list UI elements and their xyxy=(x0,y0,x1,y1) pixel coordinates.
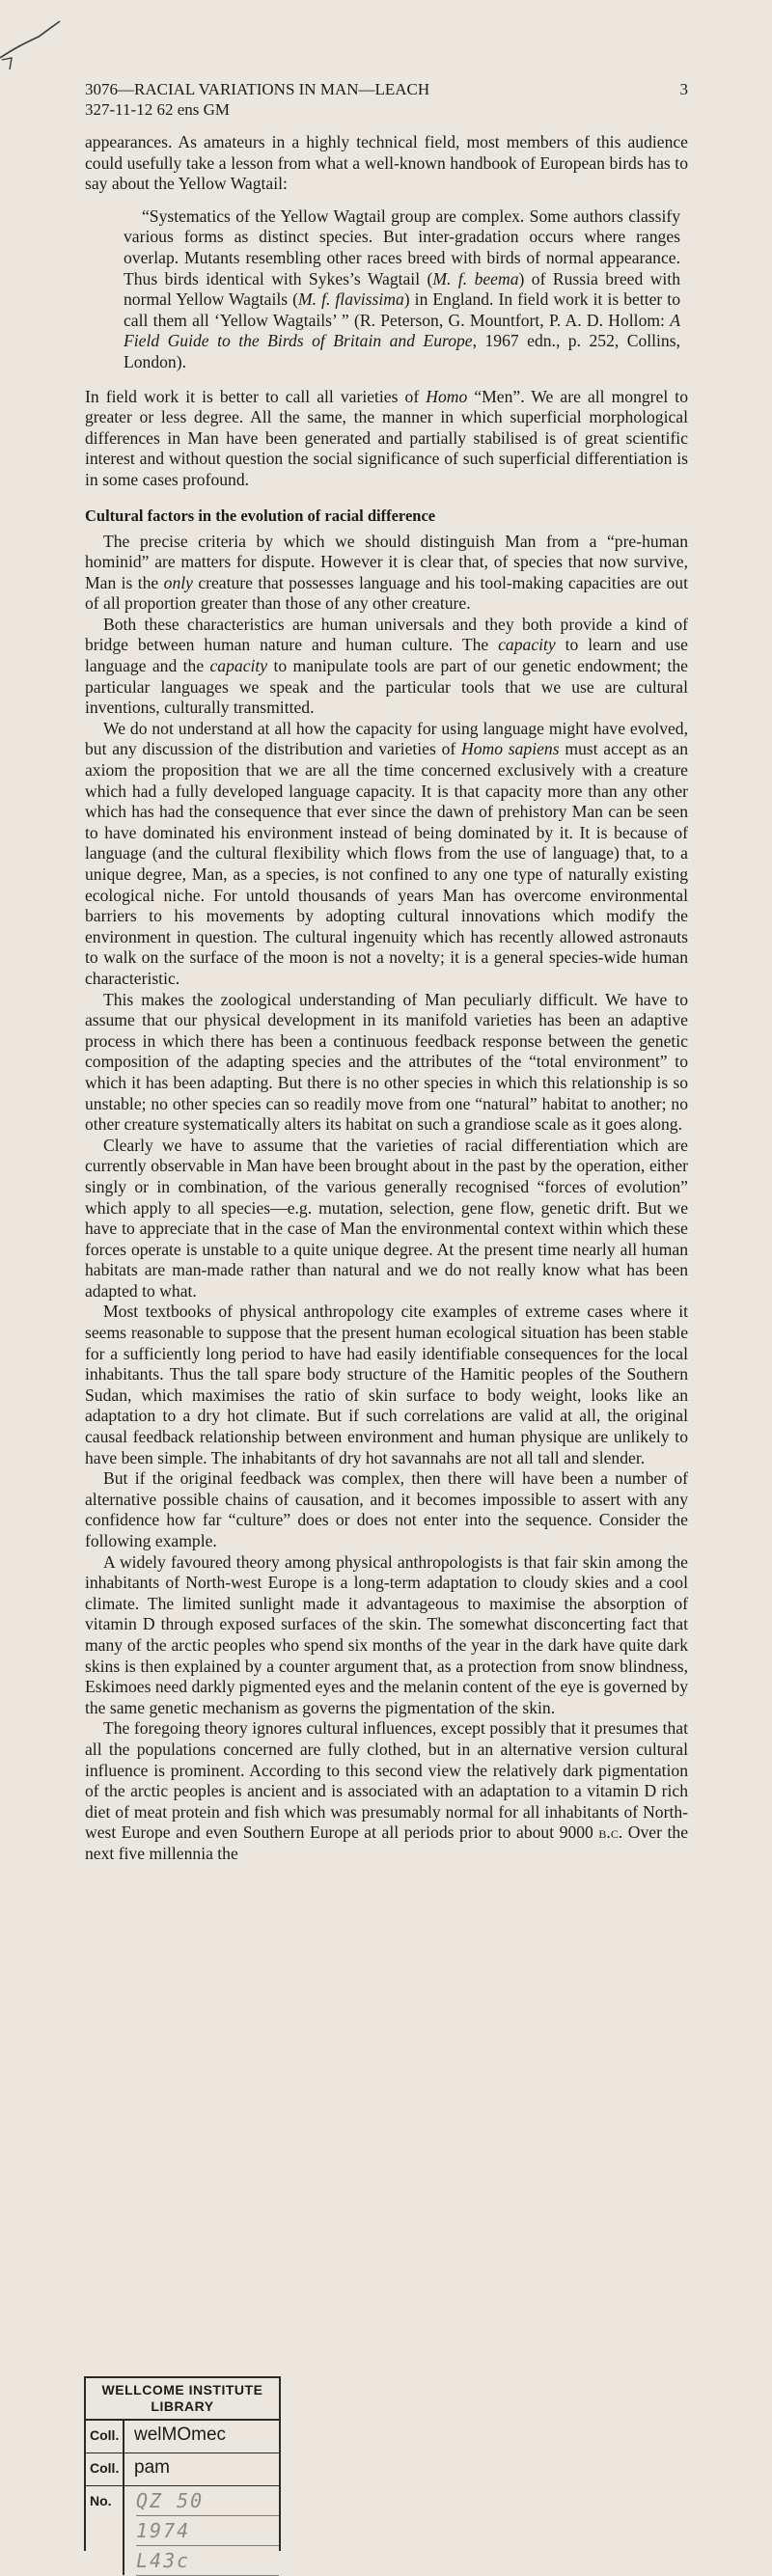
running-header xyxy=(85,79,688,99)
library-stamp xyxy=(84,2376,281,2572)
page-body xyxy=(85,79,688,1865)
page-number: 3 xyxy=(679,80,688,98)
printer-code: 327-11-12 62 ens GM xyxy=(85,100,230,119)
block-quote: “Systematics of the Yellow Wagtail group are complex. Some authors classify various forms as distinct species. But inter-gradation occurs where ranges overlap. Mutants resembling other races breed with birds of normal appearance. Thus birds identical with Sykes’s Wagtail (M. f. beema) of Russia breed with normal Yellow Wagtails (M. f. flavissima) in England. In field work it is better to call them all ‘Yellow Wagtails’ ” (R. Peterson, G. Mountfort, P. A. D. Hollom: A Field Guide to the Birds of Britain and Europe, 1967 edn., p. 252, Collins, London). xyxy=(124,206,680,371)
stamp-title xyxy=(86,2378,279,2421)
body-paragraph: Clearly we have to assume that the varieties of racial differentiation which are currently observable in Man have been brought about in the past by the operation, either singly or in combination, of the various generally recognised “forces of evolution” which apply to all species—e.g. mutation, selection, gene flow, genetic drift. But we have to appreciate that in the case of Man the environmental context within which these forces operate is unstable to a quite unique degree. At the present time nearly all human habitats are man-made rather than natural and we do not really know what has been adapted to what. xyxy=(85,1135,688,1301)
stamp-title-line-1: WELLCOME INSTITUTE xyxy=(101,2382,263,2398)
stamp-classmark-3: L43c xyxy=(136,2546,279,2576)
body-paragraph: But if the original feedback was complex, then there will have been a number of alternative possible chains of causation, and it becomes impossible to assert with any confidence how far “culture” does or does not enter into the sequence. Consider the following example. xyxy=(85,1468,688,1550)
body-paragraph: Both these characteristics are human universals and they both provide a kind of bridge between human nature and human culture. The capacity to learn and use language and the capacity to manipulate tools are part of our genetic endowment; the particular languages we speak and the particular tools that we use are cultural inventions, culturally transmitted. xyxy=(85,614,688,718)
corner-pencil-mark-icon xyxy=(0,0,106,77)
body-paragraph: The precise criteria by which we should distinguish Man from a “pre-human hominid” are matters for dispute. However it is clear that, of species that now survive, Man is the only creature that possesses language and his tool-making capacities are out of all proportion greater than those of any other creature. xyxy=(85,531,688,614)
intro-paragraph-2: In field work it is better to call all varieties of Homo “Men”. We are all mongrel to greater or less degree. All the same, the manner in which superficial morphological differences in Man have been generated and partially stabilised is of great scientific interest and without question the social significance of such superficial differentiation is in some cases profound. xyxy=(85,386,688,489)
body-paragraph: Most textbooks of physical anthropology cite examples of extreme cases where it seems reasonable to suppose that the present human ecological situation has been stable for a sufficiently long period to have had easily identifiable consequences for the local inhabitants. Thus the tall spare body structure of the Hamitic peoples of the Southern Sudan, which maximises the ratio of skin surface to body weight, looks like an adaptation to a dry hot climate. But if such correlations are valid at all, the original causal feedback relationship between environment and human physique are unlikely to have been simple. The inhabitants of dry hot savannahs are not all tall and slender. xyxy=(85,1302,688,1467)
body-paragraph: We do not understand at all how the capacity for using language might have evolved, but any discussion of the distribution and varieties of Homo sapiens must accept as an axiom the proposition that we are all the time concerned exclusively with a creature which had a fully developed language capacity. It is that capacity more than any other which has had the consequence that ever since the dawn of prehistory Man can be seen to have dominated his environment instead of being dominated by it. It is because of language (and the cultural flexibility which flows from the use of language) that, to a unique degree, Man, as a species, is not confined to any one type of naturally existing ecological niche. For untold thousands of years Man has overcome environmental barriers to his movements by adopting cultural innovations which modify the environment in question. The cultural ingenuity which has recently allowed astronauts to walk on the surface of the moon is not a novelty; it is a general species-wide human characteristic. xyxy=(85,718,689,988)
stamp-coll-value: welMOmec xyxy=(134,2425,227,2445)
intro-paragraph: appearances. As amateurs in a highly technical field, most members of this audience could usefully take a lesson from what a well-known handbook of European birds has to say about the Yellow Wagtail: xyxy=(85,132,688,194)
stamp-coll2-label: Coll. xyxy=(86,2453,124,2485)
stamp-row-no xyxy=(86,2486,279,2575)
body-paragraph: This makes the zoological understanding of Man peculiarly difficult. We have to assume that our physical development in its manifold varieties has been an adaptive process in which there has been a continuous feedback response between the genetic composition of the adapting species and the attributes of the “total environment” to which it has been adapting. But there is no other species in which this relationship is so unstable; no other species can so readily move from one “natural” habitat to another; no other creature systematically alters its habitat on such a grandiose scale as it goes along. xyxy=(85,989,688,1135)
stamp-row-coll-2 xyxy=(86,2453,279,2486)
stamp-coll-label: Coll. xyxy=(86,2421,124,2453)
stamp-classmark-1: QZ 50 xyxy=(136,2486,279,2516)
stamp-title-line-2: LIBRARY xyxy=(151,2398,214,2414)
body-paragraph: The foregoing theory ignores cultural influences, except possibly that it presumes that all the populations concerned are fully clothed, but in an alternative version cultural influence is prominent. According to this second view the relatively dark pigmentation of the arctic peoples is ancient and is associated with an adaptation to a vitamin D rich diet of meat protein and fish which was presumably normal for all inhabitants of North-west Europe and even Southern Europe at all periods prior to about 9000 b.c. Over the next five millennia the xyxy=(85,1718,689,1863)
stamp-coll2-value: pam xyxy=(134,2457,170,2478)
stamp-classmark-2: 1974 xyxy=(136,2516,279,2546)
section-body xyxy=(85,532,688,1865)
running-title: 3076—RACIAL VARIATIONS IN MAN—LEACH xyxy=(85,80,430,98)
body-paragraph: A widely favoured theory among physical anthropologists is that fair skin among the inhabitants of North-west Europe is a long-term adaptation to cloudy skies and a cool climate. The limited sunlight made it advantageous to maximise the absorption of vitamin D through exposed surfaces of the skin. The somewhat disconcerting fact that many of the arctic peoples who spend six months of the year in the dark have quite dark skins is then explained by a counter argument that, as a protection from snow blindness, Eskimoes need darkly pigmented eyes and the melanin content of the eye is governed by the same genetic mechanism as governs the pigmentation of the skin. xyxy=(85,1551,688,1717)
stamp-row-coll xyxy=(86,2421,279,2453)
section-heading: Cultural factors in the evolution of racial difference xyxy=(85,506,436,525)
stamp-no-label: No. xyxy=(86,2486,124,2575)
